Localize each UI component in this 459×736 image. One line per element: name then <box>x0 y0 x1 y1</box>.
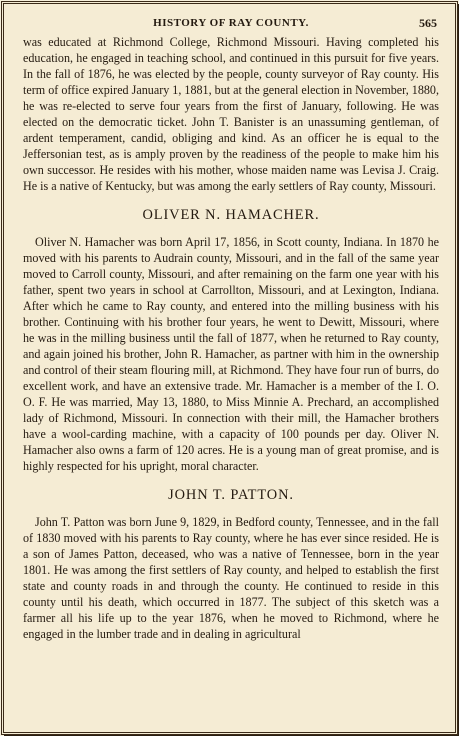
page-number: 565 <box>419 16 437 30</box>
paragraph-john-t-patton: John T. Patton was born June 9, 1829, in Bedford county, Tennessee, and in the fall of 1830 moved with his parents to Ray county, where he has ever since resided. He is a son of James Patton, deceased, who was a native of Tennessee, born in the year 1801. He was among the first settlers of Ray county, and helped to establish the first state and county roads in and through the county. He continued to reside in this county until his death, which occurred in 1877. The subject of this sketch was a farmer all his life up to the year 1876, when he moved to Richmond, where he engaged in the lumber trade and in dealing in agricultural <box>23 515 439 641</box>
running-title: HISTORY OF RAY COUNTY. <box>153 17 309 29</box>
heading-john-t-patton: JOHN T. PATTON. <box>168 487 294 503</box>
page-header <box>23 12 439 34</box>
paragraph-oliver-n-hamacher: Oliver N. Hamacher was born April 17, 1856, in Scott county, Indiana. In 1870 he moved with his parents to Audrain county, Missouri, and in the fall of the same year moved to Carroll county, Missouri, and after remaining on the farm one year with his father, spent two years in school at Carrollton, Missouri, and at Lexington, Indiana. After which he came to Ray county, and entered into the milling business with his brother. Continuing with his brother four years, he went to Dewitt, Missouri, where he was in the milling business until the fall of 1877, when he returned to Ray county, and again joined his brother, John R. Hamacher, as partner with him in the ownership and control of their steam flouring mill, at Richmond. They have four run of burrs, do excellent work, and have an extensive trade. Mr. Hamacher is a member of the I. O. O. F. He was married, May 13, 1880, to Miss Minnie A. Prechard, an accomplished lady of Richmond, Missouri. In connection with their mill, the Hamacher brothers have a wool-carding machine, with a capacity of 100 pounds per day. Oliver N. Hamacher also owns a farm of 120 acres. He is a young man of great promise, and is highly respected for his upright, moral character. <box>23 235 439 473</box>
book-page <box>23 12 439 642</box>
page-frame <box>1 1 458 735</box>
heading-oliver-n-hamacher: OLIVER N. HAMACHER. <box>142 207 320 223</box>
paragraph-banister-continued: was educated at Richmond College, Richmond Missouri. Having completed his education, he engaged in teaching school, and continued in this pursuit for five years. In the fall of 1876, he was elected by the people, county surveyor of Ray county. His term of office expired January 1, 1881, but at the general election in November, 1880, he was re-elected to serve four years from the first of January, following. He was elected on the democratic ticket. John T. Banister is an unassuming gentleman, of ardent temperament, candid, obliging and kind. As an officer he is equal to the Jeffersonian test, as is amply proven by the readiness of the people to make him his own successor. He resides with his mother, whose maiden name was Levisa J. Craig. He is a native of Kentucky, but was among the early settlers of Ray county, Missouri. <box>23 35 439 193</box>
